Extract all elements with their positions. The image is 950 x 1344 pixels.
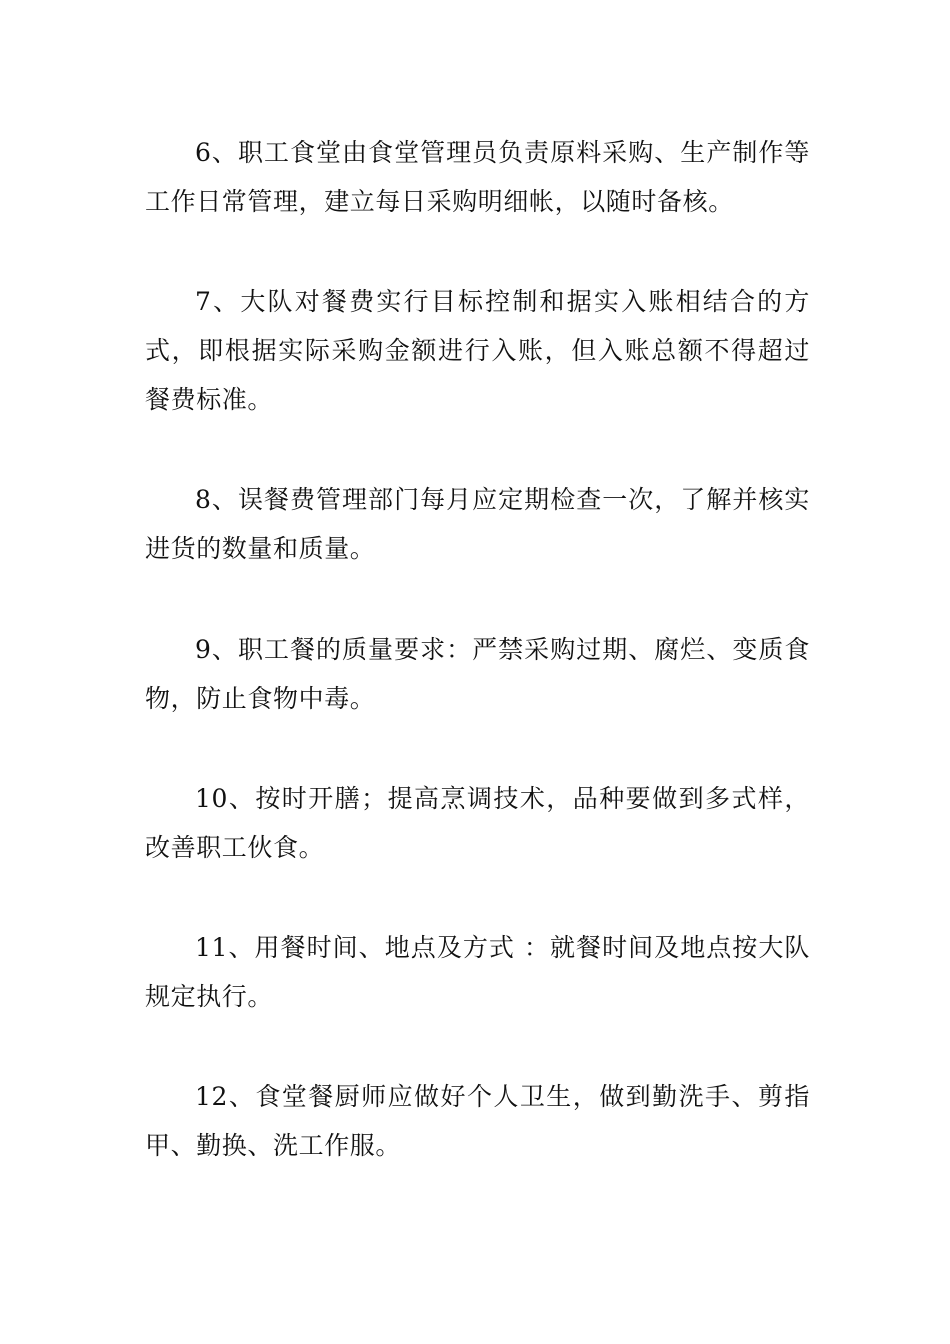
paragraph-7: 7、大队对餐费实行目标控制和据实入账相结合的方式，即根据实际采购金额进行入账，但入账总额不得超过餐费标准。: [145, 287, 810, 414]
paragraph-10: 10、按时开膳；提高烹调技术，品种要做到多式样，改善职工伙食。: [145, 784, 810, 862]
paragraph-12: 12、食堂餐厨师应做好个人卫生，做到勤洗手、剪指甲、勤换、洗工作服。: [145, 1082, 810, 1160]
paragraph-6: 6、职工食堂由食堂管理员负责原料采购、生产制作等工作日常管理，建立每日采购明细帐，以随时备核。: [145, 138, 810, 216]
paragraph-11: 11、用餐时间、地点及方式 ：就餐时间及地点按大队规定执行。: [145, 933, 810, 1011]
paragraph-9: 9、职工餐的质量要求：严禁采购过期、腐烂、变质食物，防止食物中毒。: [145, 635, 810, 713]
paragraph-8: 8、误餐费管理部门每月应定期检查一次，了解并核实进货的数量和质量。: [145, 485, 810, 563]
